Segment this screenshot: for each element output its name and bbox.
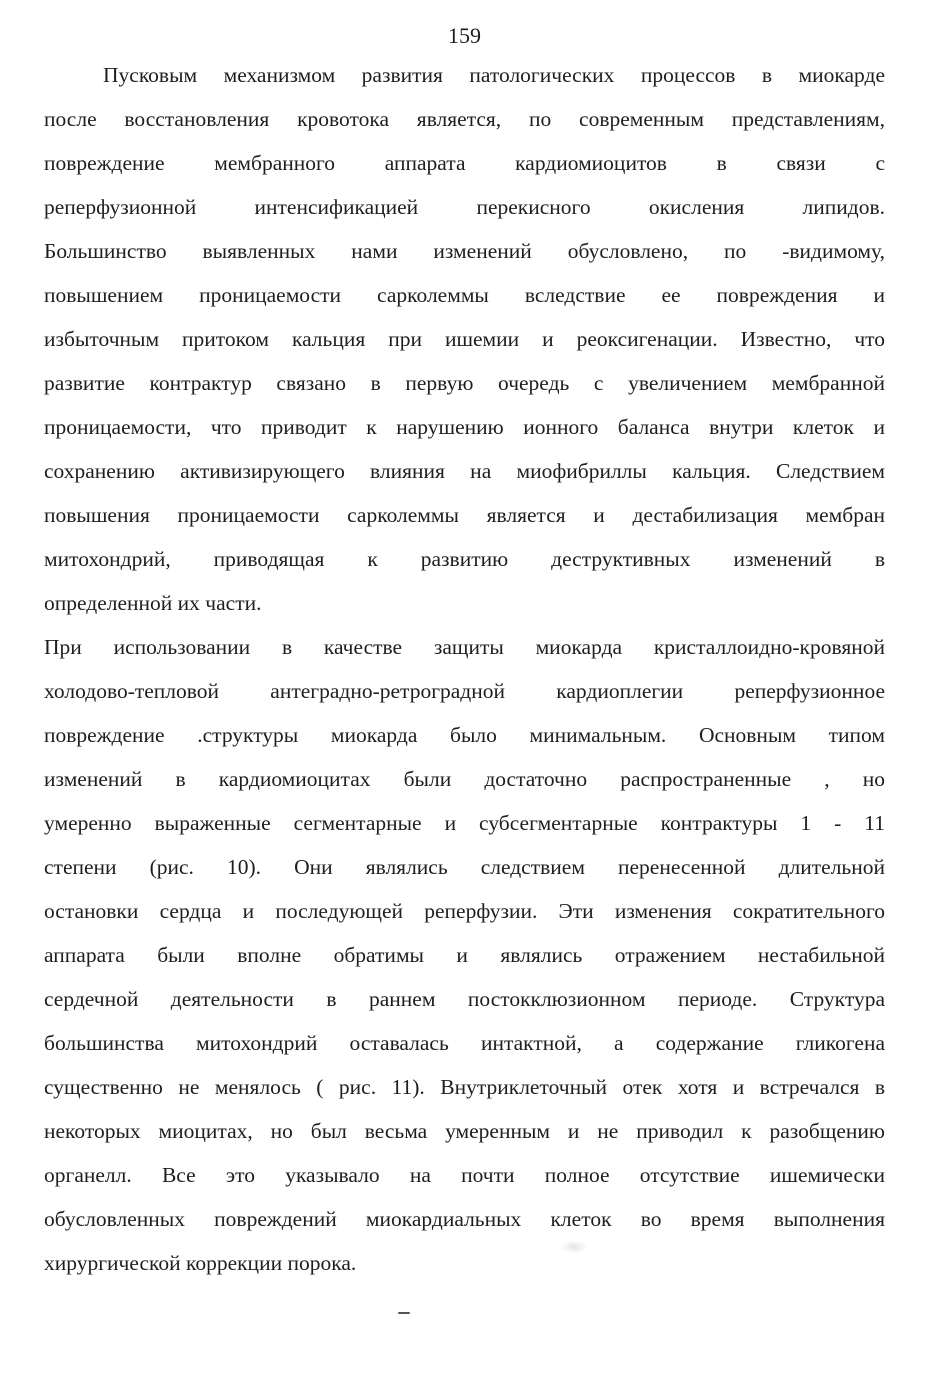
text-line: органелл. Все это указывало на почти полное отсутствие ишемически [44, 1163, 885, 1187]
text-line: избыточным притоком кальция при ишемии и реоксигенации. Известно, что [44, 327, 885, 351]
scan-speck [398, 1312, 410, 1314]
scan-smudge [560, 1240, 588, 1254]
text-line: аппарата были вполне обратимы и являлись отражением нестабильной [44, 943, 885, 967]
text-line: повышения проницаемости сарколеммы является и дестабилизация мембран [44, 503, 885, 527]
text-line: реперфузионной интенсификацией перекисного окисления липидов. [44, 195, 885, 219]
text-line: повреждение .структуры миокарда было минимальным. Основным типом [44, 723, 885, 747]
text-line: Пусковым механизмом развития патологических процессов в миокарде [103, 63, 885, 87]
text-line: При использовании в качестве защиты миокарда кристаллоидно-кровяной [44, 635, 885, 659]
text-line: митохондрий, приводящая к развитию деструктивных изменений в [44, 547, 885, 571]
text-line: умеренно выраженные сегментарные и субсегментарные контрактуры 1 - 11 [44, 811, 885, 835]
text-line: после восстановления кровотока является, по современным представлениям, [44, 107, 885, 131]
text-line: большинства митохондрий оставалась интактной, а содержание гликогена [44, 1031, 885, 1055]
text-line: степени (рис. 10). Они являлись следствием перенесенной длительной [44, 855, 885, 879]
text-line: развитие контрактур связано в первую очередь с увеличением мембранной [44, 371, 885, 395]
text-line: изменений в кардиомиоцитах были достаточно распространенные , но [44, 767, 885, 791]
text-line: обусловленных повреждений миокардиальных клеток во время выполнения [44, 1207, 885, 1231]
text-line: остановки сердца и последующей реперфузии. Эти изменения сократительного [44, 899, 885, 923]
text-line: существенно не менялось ( рис. 11). Внутриклеточный отек хотя и встречался в [44, 1075, 885, 1099]
page-number: 159 [448, 23, 481, 48]
text-line: повышением проницаемости сарколеммы вследствие ее повреждения и [44, 283, 885, 307]
text-line: сохранению активизирующего влияния на миофибриллы кальция. Следствием [44, 459, 885, 483]
text-line: холодово-тепловой антеградно-ретроградной кардиоплегии реперфузионное [44, 679, 885, 703]
text-line: повреждение мембранного аппарата кардиомиоцитов в связи с [44, 151, 885, 175]
text-line: некоторых миоцитах, но был весьма умеренным и не приводил к разобщению [44, 1119, 885, 1143]
text-line: проницаемости, что приводит к нарушению ионного баланса внутри клеток и [44, 415, 885, 439]
text-line: сердечной деятельности в раннем постокклюзионном периоде. Структура [44, 987, 885, 1011]
text-line: определенной их части. [44, 591, 262, 615]
text-line: хирургической коррекции порока. [44, 1251, 357, 1275]
text-line: Большинство выявленных нами изменений обусловлено, по -видимому, [44, 239, 885, 263]
